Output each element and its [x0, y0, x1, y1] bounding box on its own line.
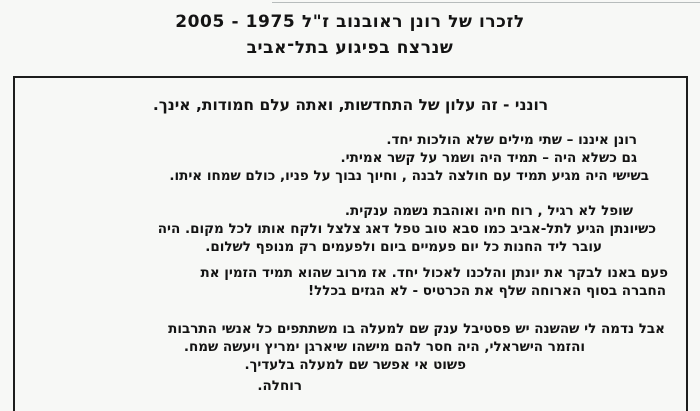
- memorial-header-title: לזכרו של רונן ראובנוב ז"ל 1975 - 2005: [175, 12, 525, 32]
- letter-line: גם כשלא היה – תמיד היה ושמר על קשר אמיתי.: [340, 150, 637, 166]
- letter-line: והזמר הישראלי, היה חסר להם מישהו שיארגן ימריץ ויעשה שמח.: [183, 339, 585, 355]
- letter-line: החברה בסוף הארוחה שלף את הכרטיס - לא הגזים בכלל!: [307, 283, 666, 299]
- letter-body: [15, 131, 686, 395]
- memorial-header-subtitle: שנרצח בפיגוע בתל־אביב: [246, 38, 454, 58]
- letter-line: רונן איננו – שתי מילים שלא הולכות יחד.: [386, 132, 637, 148]
- letter-box: [13, 76, 688, 411]
- letter-line: פשוט אי אפשר שם למעלה בלעדיך.: [244, 357, 466, 373]
- letter-signature: רוחלה.: [257, 378, 302, 394]
- memorial-header: [0, 11, 700, 59]
- letter-line: שופל לא רגיל , רוח חיה ואוהבת נשמה ענקית.: [344, 203, 633, 219]
- letter-line: אבל נדמה לי שהשנה יש פסטיבל ענק שם למעלה בו משתתפים כל אנשי התרבות: [168, 321, 665, 337]
- letter-line: פעם באנו לבקר את יונתן והלכנו לאכול יחד. אז מרוב שהוא תמיד הזמין את: [200, 265, 668, 281]
- scan-artifact-line: [272, 2, 700, 3]
- letter-line: בשישי היה מגיע תמיד עם חולצה לבנה , וחיוך נבוך על פניו, כולם שמחו איתו.: [169, 168, 649, 184]
- letter-title: רונני - זה עלון של התחדשות, ואתה עלם חמודות, אינך.: [152, 96, 549, 114]
- letter-line: כשיונתן הגיע לתל-אביב כמו סבא טוב טפל דאג צלצל ולקח אותו לכל מקום. היה: [157, 221, 656, 237]
- letter-line: עובר ליד החנות כל יום פעמיים ביום ולפעמים רק מנופף לשלום.: [205, 239, 602, 255]
